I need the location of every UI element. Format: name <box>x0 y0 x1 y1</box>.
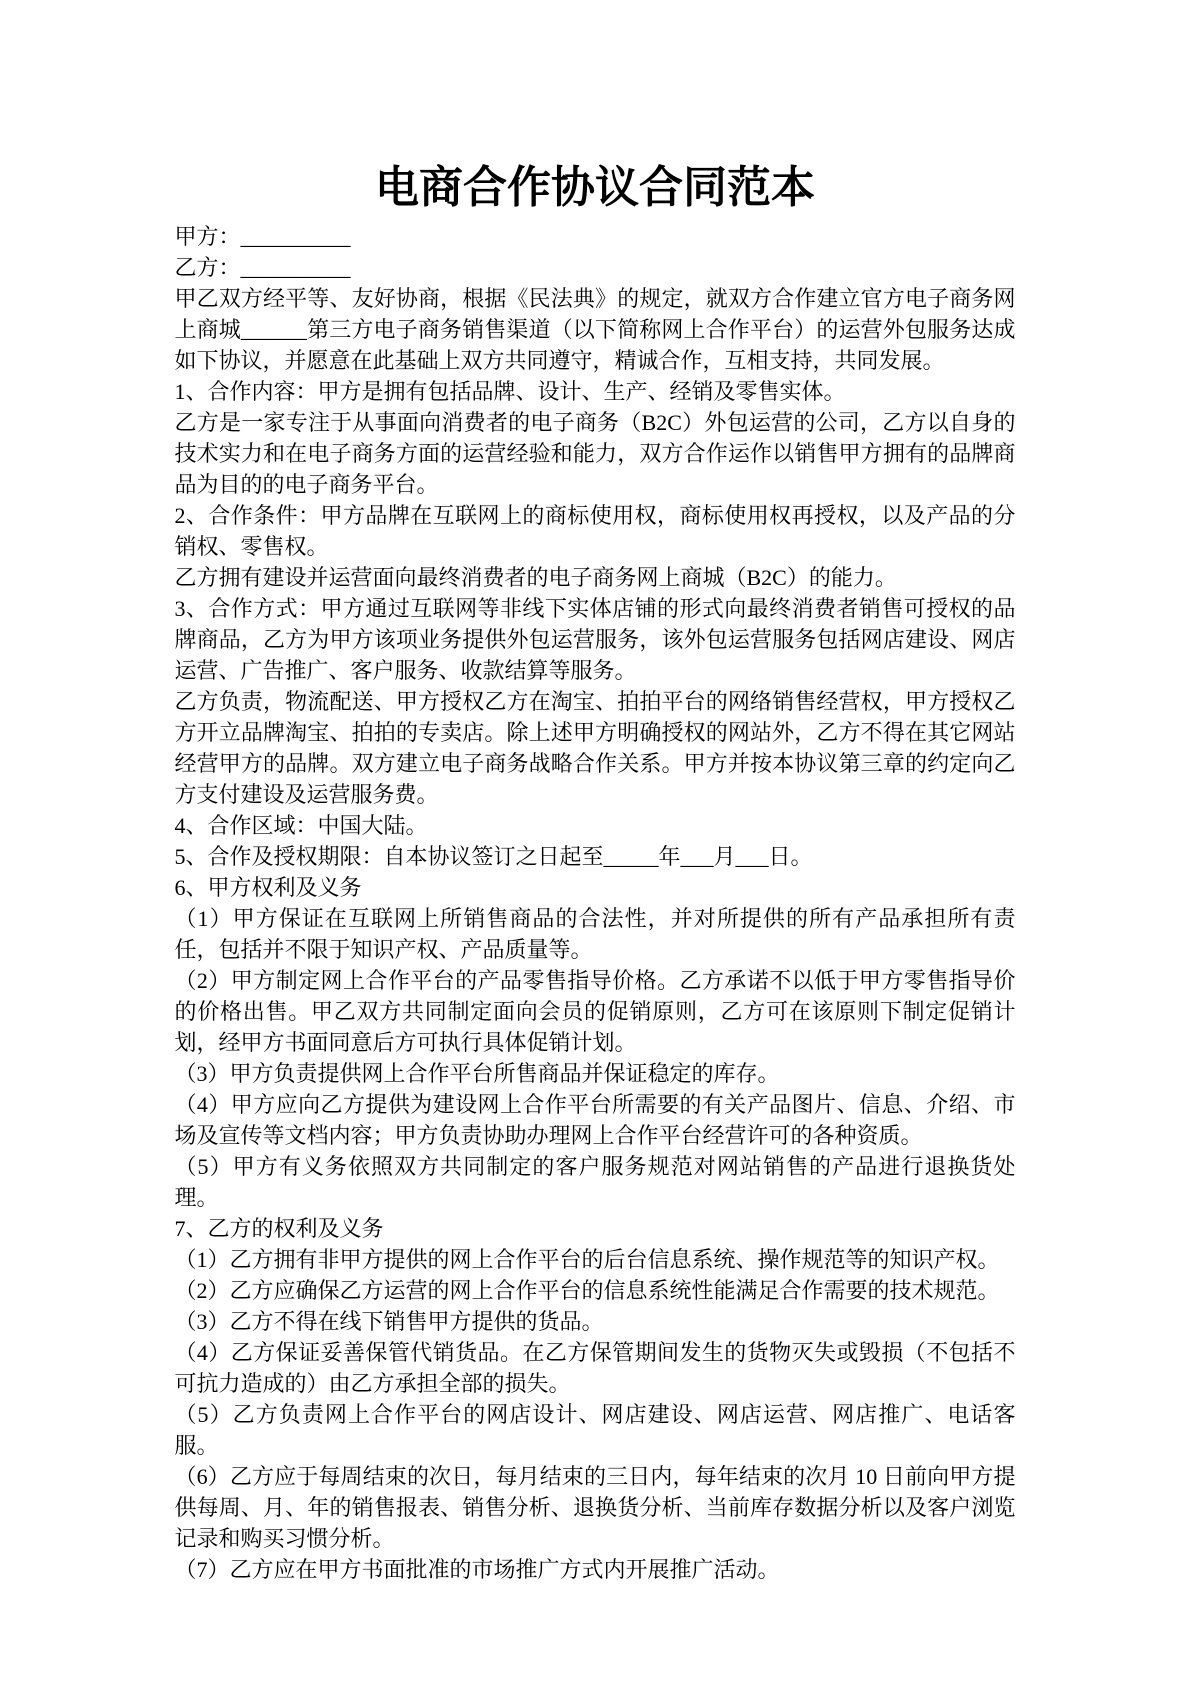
paragraph: 6、甲方权利及义务 <box>174 875 362 900</box>
paragraph: （7）乙方应在甲方书面批准的市场推广方式内开展推广活动。 <box>174 1557 780 1582</box>
paragraph: （1）甲方保证在互联网上所销售商品的合法性，并对所提供的所有产品承担所有责任，包括并不限于知识产权、产品质量等。 <box>174 906 1016 962</box>
paragraph: （5）甲方有义务依照双方共同制定的客户服务规范对网站销售的产品进行退换货处理。 <box>174 1154 1016 1210</box>
paragraph: 2、合作条件：甲方品牌在互联网上的商标使用权，商标使用权再授权，以及产品的分销权、零售权。 <box>174 503 1016 559</box>
paragraph: （3）甲方负责提供网上合作平台所售商品并保证稳定的库存。 <box>174 1061 780 1086</box>
paragraph: 7、乙方的权利及义务 <box>174 1216 384 1241</box>
paragraph: 乙方：__________ <box>174 255 351 280</box>
document-body <box>175 221 1016 1585</box>
paragraph: （2）甲方制定网上合作平台的产品零售指导价格。乙方承诺不以低于甲方零售指导价的价格出售。甲乙双方共同制定面向会员的促销原则，乙方可在该原则下制定促销计划，经甲方书面同意后方可执行具体促销计划。 <box>174 968 1016 1055</box>
paragraph: 5、合作及授权期限：自本协议签订之日起至_____年___月___日。 <box>174 844 813 869</box>
paragraph: （6）乙方应于每周结束的次日，每月结束的三日内，每年结束的次月 10 日前向甲方提供每周、月、年的销售报表、销售分析、退换货分析、当前库存数据分析以及客户浏览记录和购买习惯分析。 <box>174 1464 1016 1551</box>
paragraph: （2）乙方应确保乙方运营的网上合作平台的信息系统性能满足合作需要的技术规范。 <box>174 1278 1000 1303</box>
paragraph: 3、合作方式：甲方通过互联网等非线下实体店铺的形式向最终消费者销售可授权的品牌商品，乙方为甲方该项业务提供外包运营服务，该外包运营服务包括网店建设、网店运营、广告推广、客户服务、收款结算等服务。 <box>174 596 1016 683</box>
paragraph: 乙方负责，物流配送、甲方授权乙方在淘宝、拍拍平台的网络销售经营权，甲方授权乙方开立品牌淘宝、拍拍的专卖店。除上述甲方明确授权的网站外，乙方不得在其它网站经营甲方的品牌。双方建立电子商务战略合作关系。甲方并按本协议第三章的约定向乙方支付建设及运营服务费。 <box>174 689 1016 807</box>
paragraph: 甲乙双方经平等、友好协商，根据《民法典》的规定，就双方合作建立官方电子商务网上商城______第三方电子商务销售渠道（以下简称网上合作平台）的运营外包服务达成如下协议，并愿意在此基础上双方共同遵守，精诚合作，互相支持，共同发展。 <box>174 286 1016 373</box>
paragraph: 1、合作内容：甲方是拥有包括品牌、设计、生产、经销及零售实体。 <box>174 379 846 404</box>
paragraph: （4）乙方保证妥善保管代销货品。在乙方保管期间发生的货物灭失或毁损（不包括不可抗力造成的）由乙方承担全部的损失。 <box>174 1340 1016 1396</box>
paragraph: （1）乙方拥有非甲方提供的网上合作平台的后台信息系统、操作规范等的知识产权。 <box>174 1247 1000 1272</box>
paragraph: （5）乙方负责网上合作平台的网店设计、网店建设、网店运营、网店推广、电话客服。 <box>174 1402 1016 1458</box>
paragraph: 甲方：__________ <box>174 224 351 249</box>
paragraph: 乙方拥有建设并运营面向最终消费者的电子商务网上商城（B2C）的能力。 <box>174 565 897 590</box>
paragraph: （3）乙方不得在线下销售甲方提供的货品。 <box>174 1309 604 1334</box>
paragraph: （4）甲方应向乙方提供为建设网上合作平台所需要的有关产品图片、信息、介绍、市场及宣传等文档内容；甲方负责协助办理网上合作平台经营许可的各种资质。 <box>174 1092 1016 1148</box>
paragraph: 4、合作区域：中国大陆。 <box>174 813 428 838</box>
document-title: 电商合作协议合同范本 <box>375 163 815 212</box>
paragraph: 乙方是一家专注于从事面向消费者的电子商务（B2C）外包运营的公司，乙方以自身的技术实力和在电子商务方面的运营经验和能力，双方合作运作以销售甲方拥有的品牌商品为目的的电子商务平台。 <box>174 410 1016 497</box>
